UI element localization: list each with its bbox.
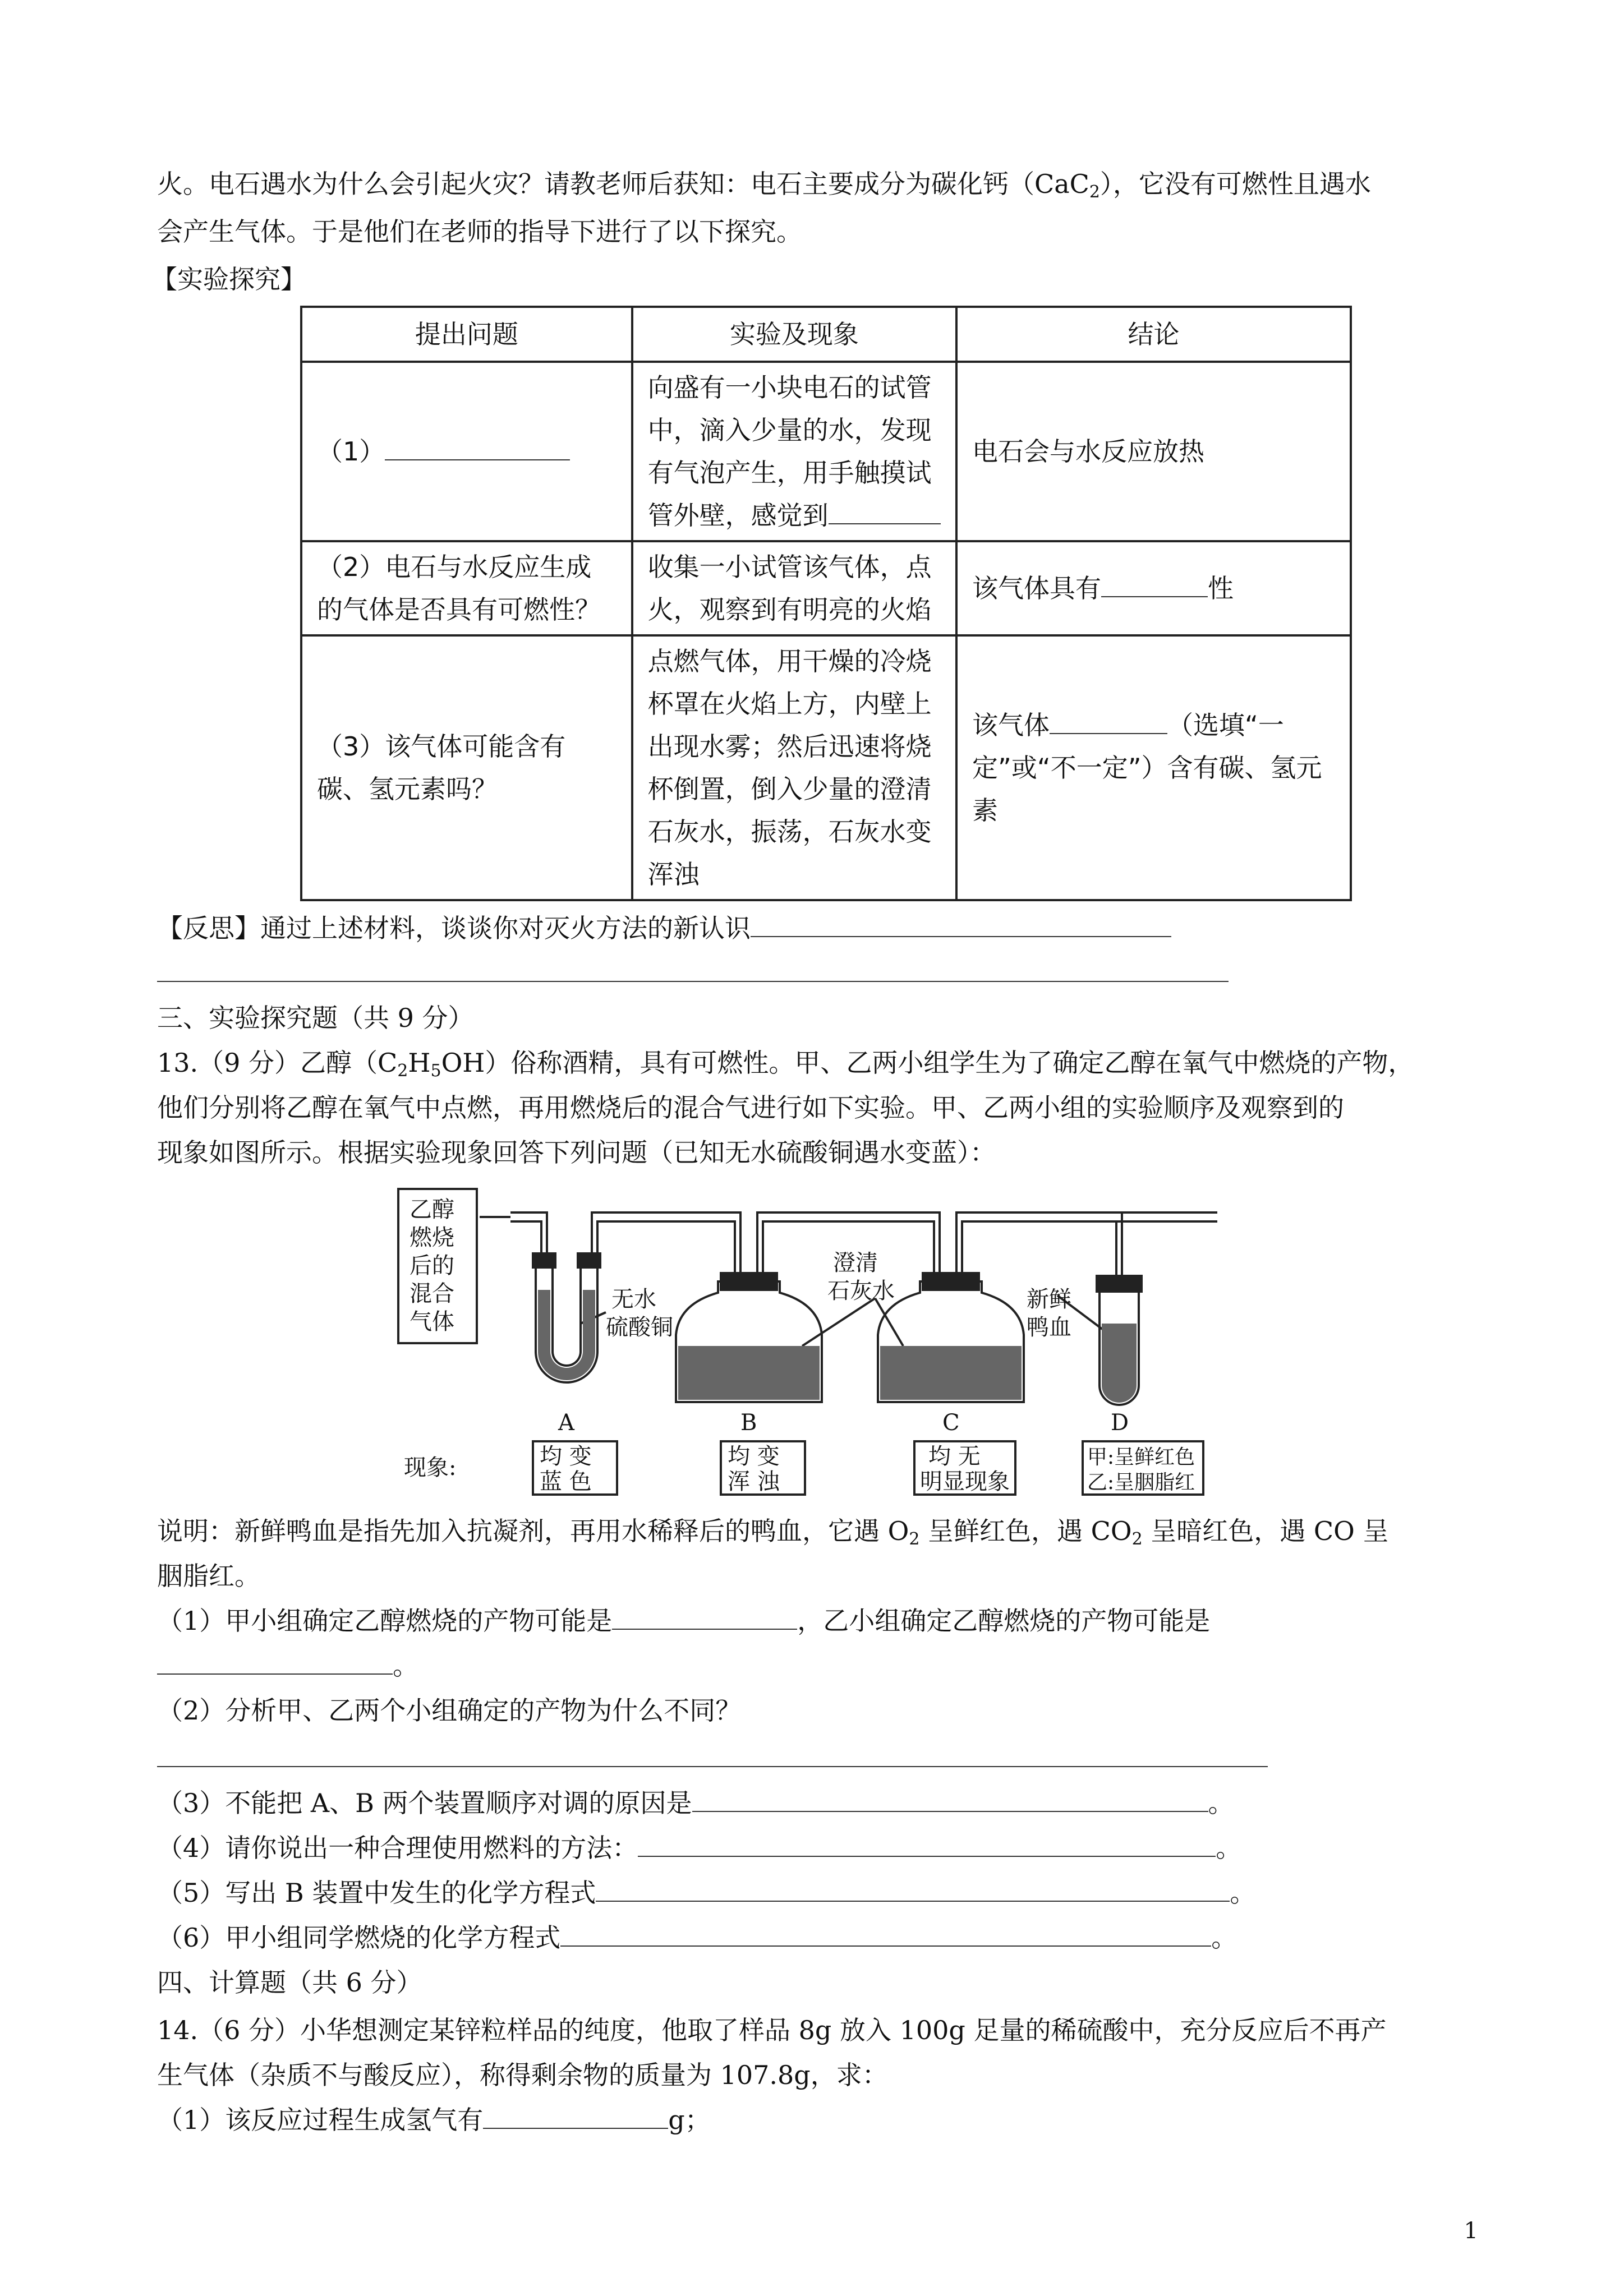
- table-cell-question: （2）电石与水反应生成的气体是否具有可燃性？: [301, 541, 632, 635]
- table-row: [301, 635, 1351, 900]
- q14-line-2: 生气体（杂质不与酸反应），称得剩余物的质量为 107.8g，求：: [157, 2060, 888, 2090]
- q13-line-1: 13.（9 分）乙醇$(C_2H_5OH)$俗称酒精，具有可燃性。甲、乙两小组学生为了确定乙醇在氧气中燃烧的产物，: [157, 1048, 1414, 1081]
- stopper: [533, 1253, 555, 1267]
- cuso4-label: 无水: [611, 1287, 656, 1312]
- phenomenon-text: 甲:呈鲜红色: [1087, 1446, 1195, 1469]
- table-cell-conclusion: 该气体具有 性: [956, 541, 1351, 635]
- device-label-d: D: [1111, 1410, 1129, 1436]
- q13-line-3: 现象如图所示。根据实验现象回答下列问题（已知无水硫酸铜遇水变蓝）：: [157, 1137, 996, 1168]
- table-row: [301, 541, 1351, 635]
- answer-blank[interactable]: [751, 914, 1171, 937]
- answer-blank[interactable]: [692, 1788, 1208, 1812]
- inlet-pipe: [510, 1212, 547, 1256]
- table-row: [301, 362, 1351, 541]
- answer-blank[interactable]: [612, 1606, 797, 1630]
- pipe-c-d: [956, 1212, 1122, 1281]
- phenomenon-text: 乙:呈胭脂红: [1087, 1471, 1195, 1494]
- question-3: （3）不能把 A、B 两个装置顺序对调的原因是 。: [157, 1788, 1234, 1818]
- table-header: 结论: [956, 307, 1351, 362]
- answer-blank[interactable]: [1050, 711, 1167, 734]
- blood-label: 鸭血: [1027, 1315, 1071, 1340]
- q14-line-1: 14.（6 分）小华想测定某锌粒样品的纯度，他取了样品 8g 放入 100g 足量的稀硫酸中，充分反应后不再产: [157, 2015, 1387, 2045]
- answer-blank[interactable]: [829, 501, 941, 524]
- table-cell-experiment: 收集一小试管该气体，点火，观察到有明亮的火焰: [632, 541, 956, 635]
- limewater-label: 澄清: [833, 1250, 878, 1276]
- page-number: 1: [1464, 2218, 1478, 2244]
- cuso4-label: 硫酸铜: [606, 1315, 673, 1340]
- source-label: 燃烧: [410, 1225, 454, 1251]
- answer-blank[interactable]: [560, 1923, 1211, 1947]
- question-1: （1）甲小组确定乙醇燃烧的产物可能是 ，乙小组确定乙醇燃烧的产物可能是: [157, 1606, 1211, 1636]
- answer-blank[interactable]: [157, 1744, 1268, 1767]
- table-header-row: [301, 307, 1351, 362]
- question-2-blank: [157, 1741, 1268, 1775]
- source-label: 气体: [410, 1309, 454, 1335]
- stopper: [923, 1273, 979, 1290]
- limewater-b: [678, 1346, 820, 1400]
- source-label: 乙醇: [410, 1197, 454, 1223]
- q14-line-3: （1）该反应过程生成氢气有 g；: [157, 2105, 711, 2135]
- table-cell-conclusion: 该气体 （选填“一定”或“不一定”）含有碳、氢元素: [956, 635, 1351, 900]
- table-cell-experiment: 向盛有一小块电石的试管中，滴入少量的水，发现有气泡产生，用手触摸试管外壁，感觉到: [632, 362, 956, 541]
- device-label-a: A: [558, 1410, 574, 1436]
- intro-line-1: 火。电石遇水为什么会引起火灾？请教老师后获知：电石主要成分为碳化钙（CaC$_2$），它没有可燃性且遇水: [157, 169, 1371, 202]
- table-cell-question: （3）该气体可能含有碳、氢元素吗？: [301, 635, 632, 900]
- note-line-1: 说明：新鲜鸭血是指先加入抗凝剂，再用水稀释后的鸭血，它遇 $O_2$ 呈鲜红色，遇 $CO_2$ 呈暗红色，遇 CO 呈: [157, 1516, 1389, 1549]
- question-6: （6）甲小组同学燃烧的化学方程式 。: [157, 1922, 1237, 1953]
- question-2: （2）分析甲、乙两个小组确定的产物为什么不同？: [157, 1695, 742, 1726]
- phenomenon-text: 均 变: [540, 1444, 592, 1469]
- device-label-c: C: [942, 1410, 960, 1436]
- table-cell-question: （1）: [301, 362, 632, 541]
- answer-blank[interactable]: [638, 1833, 1216, 1857]
- question-4: （4）请你说出一种合理使用燃料的方法： 。: [157, 1833, 1242, 1863]
- pipe-a-b: [592, 1212, 740, 1279]
- answer-blank[interactable]: [157, 958, 1229, 982]
- duck-blood: [1102, 1324, 1137, 1403]
- phenomenon-text: 浑 浊: [728, 1469, 780, 1495]
- limewater-c: [880, 1346, 1022, 1400]
- reflection-blank-line: [157, 956, 1229, 990]
- intro-line-2: 会产生气体。于是他们在老师的指导下进行了以下探究。: [157, 216, 802, 247]
- section-4-title: 四、计算题（共 6 分）: [157, 1967, 422, 1998]
- table-cell-experiment: 点燃气体，用干燥的冷烧杯罩在火焰上方，内壁上出现水雾；然后迅速将烧杯倒置，倒入少量的澄清石灰水，振荡，石灰水变浑浊: [632, 635, 956, 900]
- answer-blank[interactable]: [385, 437, 570, 460]
- limewater-label: 石灰水: [827, 1278, 895, 1304]
- stopper: [1097, 1276, 1142, 1292]
- blood-label: 新鲜: [1027, 1287, 1071, 1312]
- experiment-table: [300, 306, 1352, 901]
- table-header: 实验及现象: [632, 307, 956, 362]
- section-3-title: 三、实验探究题（共 9 分）: [157, 1003, 474, 1033]
- apparatus-diagram: [387, 1178, 1240, 1497]
- stopper: [721, 1273, 777, 1290]
- answer-blank[interactable]: [157, 1651, 393, 1675]
- answer-blank[interactable]: [596, 1878, 1230, 1902]
- phenomenon-text: 均 变: [728, 1444, 780, 1469]
- q13-line-2: 他们分别将乙醇在氧气中点燃，再用燃烧后的混合气进行如下实验。甲、乙两小组的实验顺序及观察到的: [157, 1092, 1344, 1123]
- source-label: 混合: [410, 1281, 454, 1307]
- answer-blank[interactable]: [1101, 574, 1208, 597]
- table-header: 提出问题: [301, 307, 632, 362]
- stopper: [578, 1253, 600, 1267]
- source-label: 后的: [410, 1253, 454, 1279]
- table-cell-conclusion: 电石会与水反应放热: [956, 362, 1351, 541]
- phenomenon-text: 蓝 色: [540, 1469, 592, 1495]
- phenomenon-text: 明显现象: [920, 1469, 1010, 1495]
- reflection-line: 【反思】通过上述材料，谈谈你对灭火方法的新认识: [157, 911, 1171, 945]
- phenomena-label: 现象:: [404, 1455, 457, 1481]
- phenomenon-text: 均 无: [928, 1444, 981, 1469]
- note-line-2: 胭脂红。: [157, 1561, 260, 1591]
- section-tag: 【实验探究】: [151, 264, 306, 294]
- question-5: （5）写出 B 装置中发生的化学方程式 。: [157, 1878, 1256, 1908]
- device-label-b: B: [740, 1410, 757, 1436]
- answer-blank[interactable]: [483, 2105, 668, 2129]
- question-1-cont: 。: [157, 1649, 418, 1682]
